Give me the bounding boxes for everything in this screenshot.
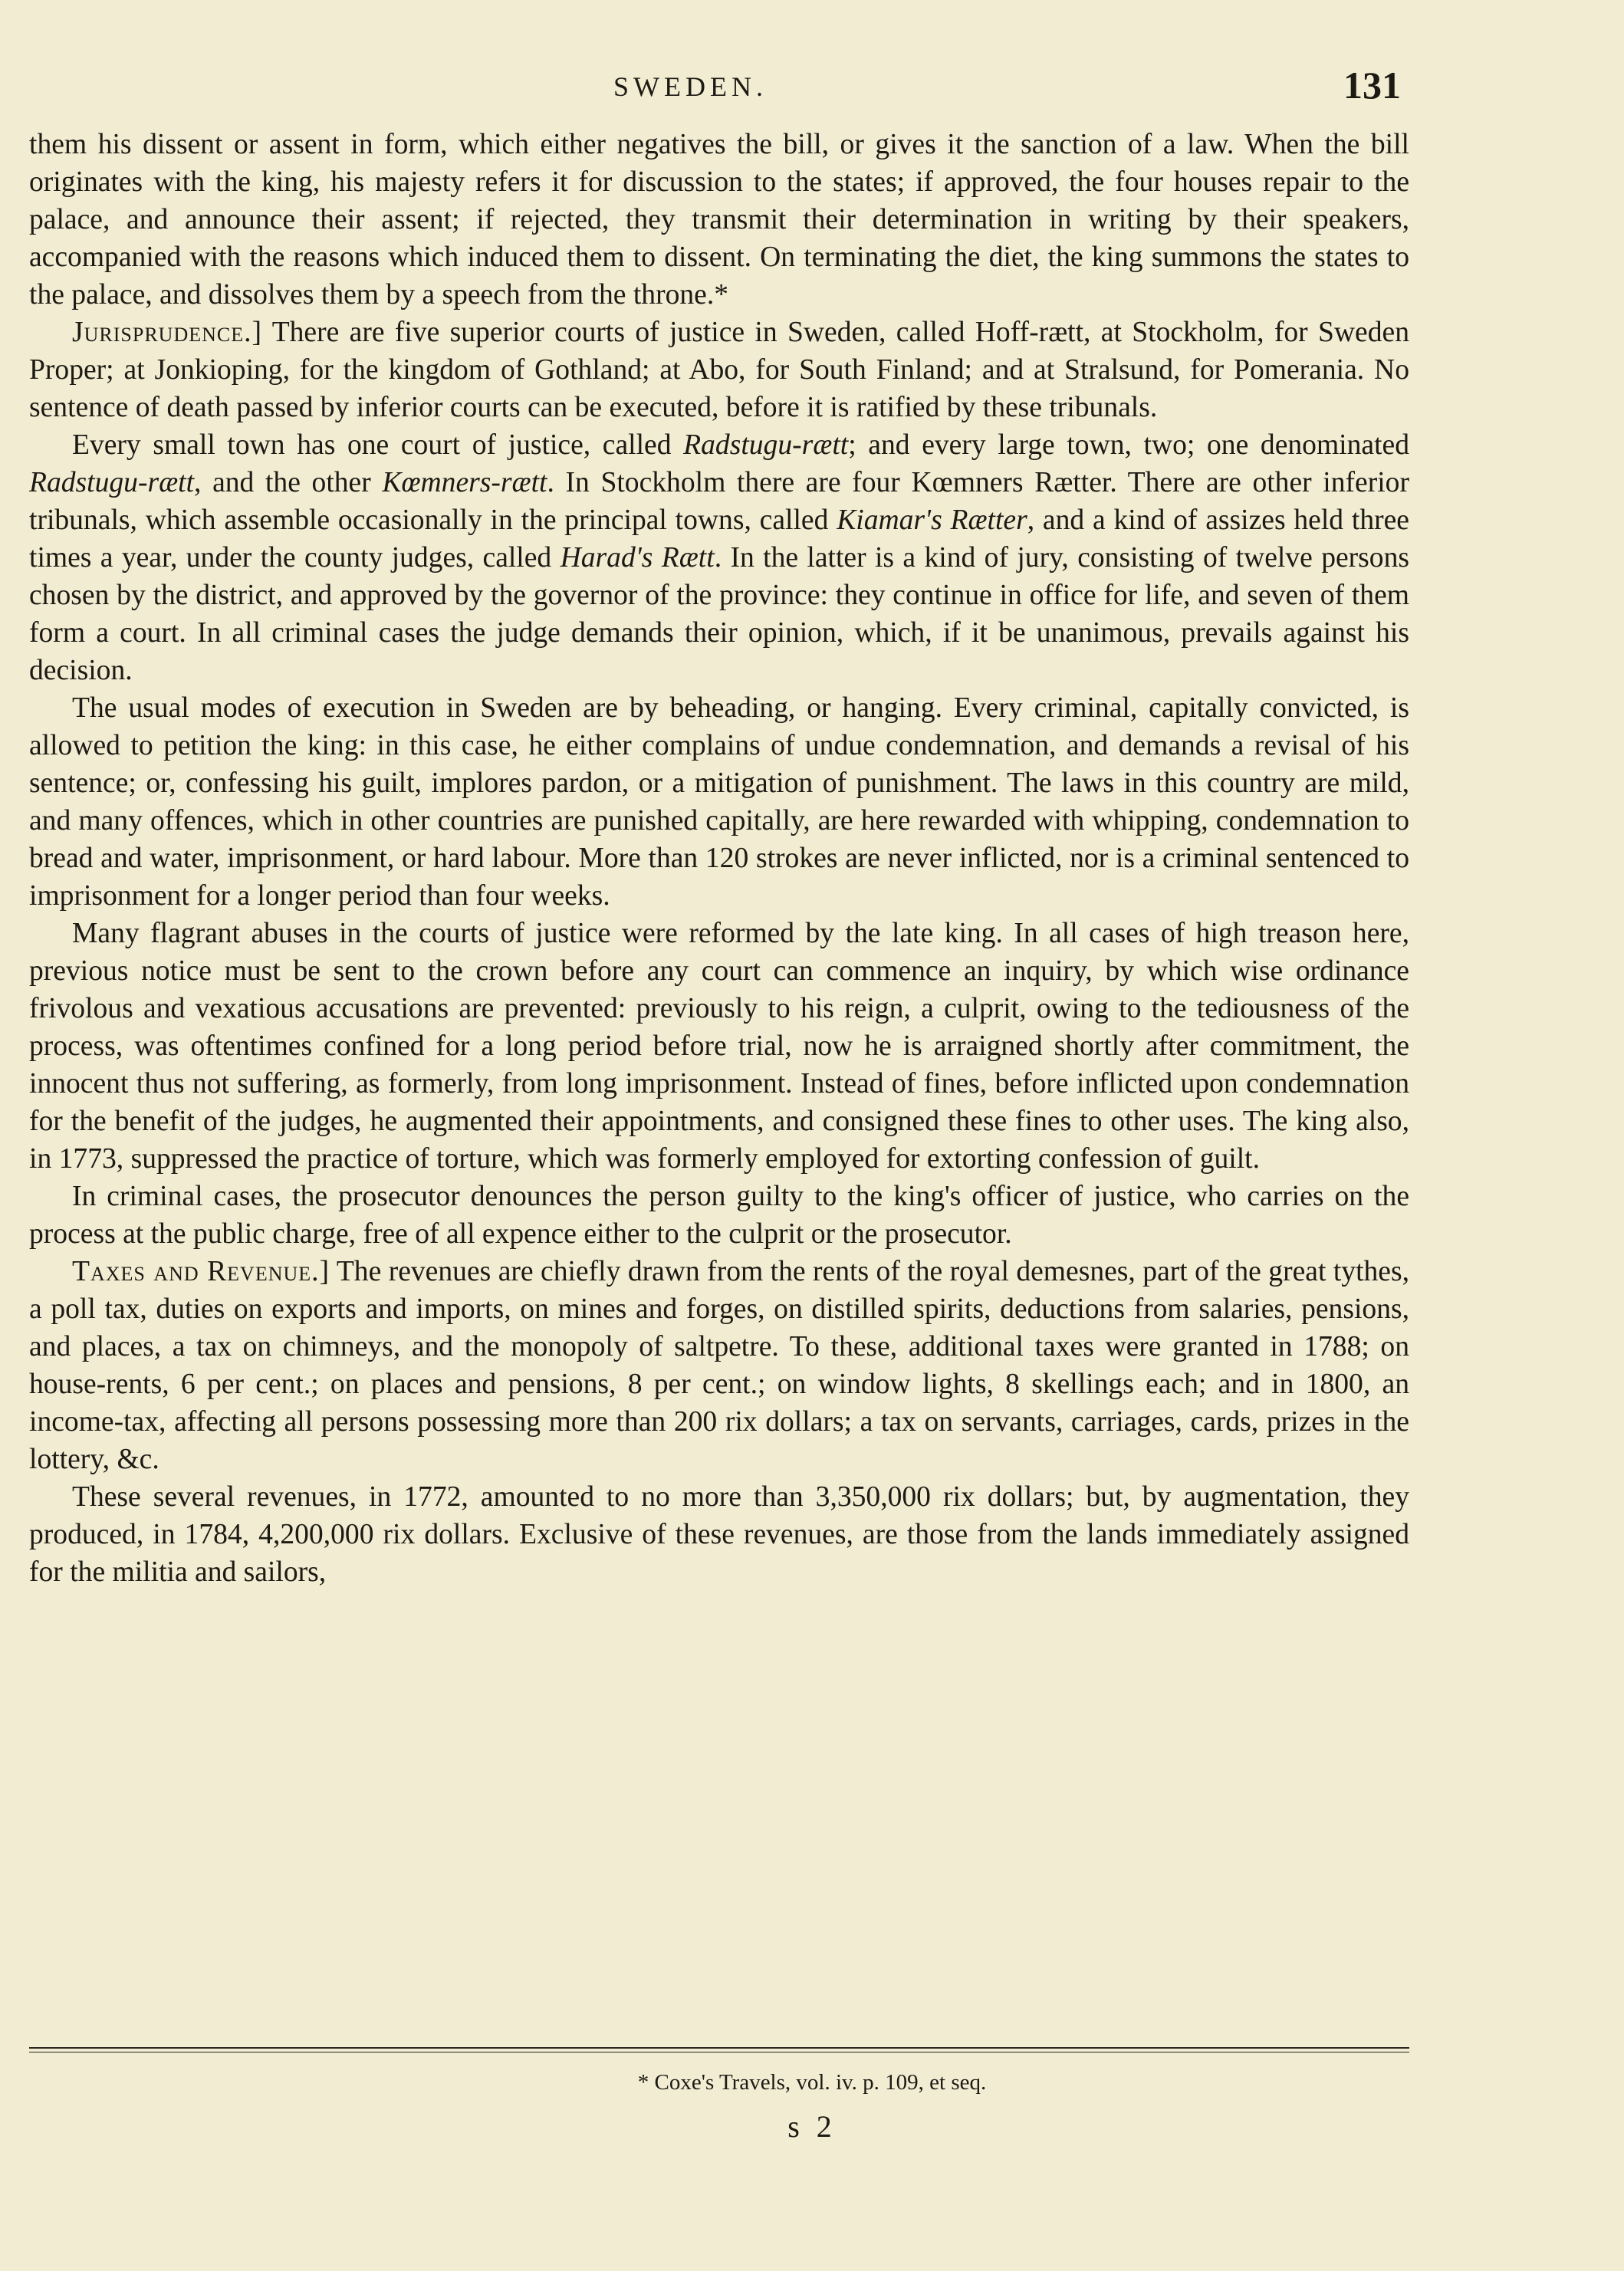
paragraph-inferior-courts xyxy=(29,426,1409,689)
italic-term: Radstugu-rætt xyxy=(683,429,849,461)
signature-mark: s 2 xyxy=(787,2109,837,2144)
text-run: . In Stockholm there are four Kœmners Rætter. There are other inferior tribunals, which assemble occasionally in the principal towns, called xyxy=(29,467,1409,536)
footnote-rule xyxy=(29,2047,1409,2049)
italic-term: Kiamar's Rætter xyxy=(837,504,1027,536)
italic-term: Kœmners-rætt xyxy=(382,467,547,498)
text-run: Every small town has one court of justice, called xyxy=(72,429,684,461)
paragraph-execution: The usual modes of execution in Sweden are by beheading, or hanging. Every criminal, capitally convicted, is allowed to petition the king: in this case, he either complains of undue condemnation, and demands a revisal of his sentence; or, confessing his guilt, implores pardon, or a mitigation of punishment. The laws in this country are mild, and many offences, which in other countries are punished capitally, are here rewarded with whipping, condemnation to bread and water, imprisonment, or hard labour. More than 120 strokes are never inflicted, nor is a criminal sentenced to imprisonment for a longer period than four weeks. xyxy=(29,692,1409,912)
text-run: ; and every large town, two; one denominated xyxy=(848,429,1409,461)
page-header xyxy=(0,60,1624,113)
paragraph-revenues: These several revenues, in 1772, amounted to no more than 3,350,000 rix dollars; but, by augmentation, they produced, in 1784, 4,200,000 rix dollars. Exclusive of these revenues, are those from the lands immediately assigned for the militia and sailors, xyxy=(29,1481,1409,1588)
text-run: . In the latter is a kind of jury, consisting of twelve persons chosen by the district, and approved by the governor of the province: they continue in office for life, and seven of them form a court. In all criminal cases the judge demands their opinion, which, if it be unanimous, prevails against his decision. xyxy=(29,542,1409,686)
text-run: , and the other xyxy=(194,467,383,498)
italic-term: Radstugu-rætt xyxy=(29,467,195,498)
running-head: SWEDEN. xyxy=(613,71,768,102)
paragraph-jurisprudence-text: There are five superior courts of justice in Sweden, called Hoff-rætt, at Stockholm, for Sweden Proper; at Jonkioping, for the kingdom of Gothland; at Abo, for South Finland; and at Stralsund, for Pomerania. No sentence of death passed by inferior courts can be executed, before it is ratified by these tribunals. xyxy=(29,317,1409,423)
paragraph-reforms: Many flagrant abuses in the courts of justice were reformed by the late king. In all cases of high treason here, previous notice must be sent to the crown before any court can commence an inquiry, by which wise ordinance frivolous and vexatious accusations are prevented: previously to his reign, a culprit, owing to the tediousness of the process, was oftentimes confined for a long period before trial, now he is arraigned shortly after commitment, the innocent thus not suffering, as formerly, from long imprisonment. Instead of fines, before inflicted upon condemnation for the benefit of the judges, he augmented their appointments, and consigned these fines to other uses. The king also, in 1773, suppressed the practice of torture, which was formerly employed for extorting confession of guilt. xyxy=(29,918,1409,1175)
paragraph-criminal-cases: In criminal cases, the prosecutor denounces the person guilty to the king's officer of justice, who carries on the process at the public charge, free of all expence either to the culprit or the prosecutor. xyxy=(29,1181,1409,1250)
footnote: * Coxe's Travels, vol. iv. p. 109, et seq. xyxy=(637,2070,987,2095)
body-text xyxy=(29,126,1409,1591)
paragraph-taxes-text: The revenues are chiefly drawn from the rents of the royal demesnes, part of the great tythes, a poll tax, duties on exports and imports, on mines and forges, on distilled spirits, deductions from salaries, pensions, and places, a tax on chimneys, and the monopoly of saltpetre. To these, additional taxes were granted in 1788; on house-rents, 6 per cent.; on places and pensions, 8 per cent.; on window lights, 8 skellings each; and in 1800, an income-tax, affecting all persons possessing more than 200 rix dollars; a tax on servants, carriages, cards, prizes in the lottery, &c. xyxy=(29,1256,1409,1475)
section-heading-jurisprudence: Jurisprudence.] xyxy=(72,317,263,348)
page-number: 131 xyxy=(1343,64,1401,107)
text-run: , and a kind of assizes held three times a year, under the county judges, called xyxy=(29,504,1409,574)
italic-term: Harad's Rætt xyxy=(560,542,715,574)
paragraph-diet-procedure: them his dissent or assent in form, which either negatives the bill, or gives it the sanction of a law. When the bill originates with the king, his majesty refers it for discussion to the states; if approved, the four houses repair to the palace, and announce their assent; if rejected, they transmit their determination in writing by their speakers, accompanied with the reasons which induced them to dissent. On terminating the diet, the king summons the states to the palace, and dissolves them by a speech from the throne.* xyxy=(29,129,1409,311)
paragraph-taxes xyxy=(29,1253,1409,1478)
section-heading-taxes: Taxes and Revenue.] xyxy=(72,1256,330,1287)
paragraph-jurisprudence xyxy=(29,314,1409,426)
